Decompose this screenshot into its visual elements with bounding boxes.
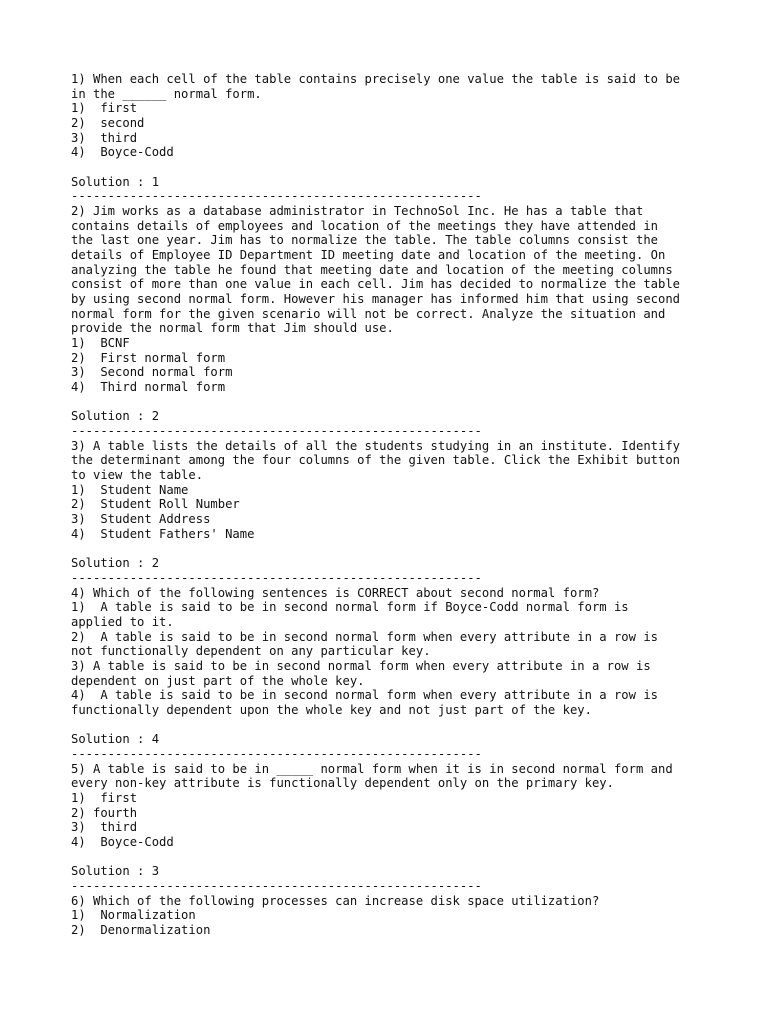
option-line: 2) Student Roll Number	[71, 497, 240, 512]
solution-line: Solution : 2	[71, 409, 160, 424]
question-line: 3) A table lists the details of all the students studying in an institute. Identify	[71, 438, 681, 453]
question-line: 2) Jim works as a database administrator in TechnoSol Inc. He has a table that	[71, 204, 644, 219]
question-block	[71, 894, 711, 938]
quiz-document	[71, 72, 711, 938]
option-item	[71, 380, 711, 395]
option-line: 4) Boyce-Codd	[71, 145, 174, 160]
option-line: functionally dependent upon the whole key and not just part of the key.	[71, 702, 592, 717]
separator-line: --------------------------------------------------------	[71, 878, 482, 893]
blank-line	[71, 542, 711, 557]
option-line: 2) second	[71, 116, 145, 131]
option-item	[71, 923, 711, 938]
option-line: 4) A table is said to be in second normal form when every attribute in a row is	[71, 688, 658, 703]
option-line: 4) Boyce-Codd	[71, 834, 174, 849]
option-line: 2) fourth	[71, 805, 138, 820]
question-line: 1) When each cell of the table contains precisely one value the table is said to be	[71, 72, 681, 86]
question-line: contains details of employees and location of the meetings they have attended in	[71, 218, 658, 233]
question-line: details of Employee ID Department ID meeting date and location of the meeting. On	[71, 248, 666, 263]
question-block	[71, 586, 711, 762]
option-line: 4) Student Fathers' Name	[71, 526, 255, 541]
option-item	[71, 835, 711, 850]
question-line: 4) Which of the following sentences is CORRECT about second normal form?	[71, 585, 600, 600]
option-item	[71, 630, 711, 659]
option-line: 2) Denormalization	[71, 922, 211, 937]
question-block	[71, 72, 711, 204]
solution-line: Solution : 2	[71, 556, 160, 571]
question-line: every non-key attribute is functionally dependent only on the primary key.	[71, 776, 614, 791]
question-text	[71, 72, 711, 101]
question-line: 6) Which of the following processes can increase disk space utilization?	[71, 893, 600, 908]
question-line: by using second normal form. However his manager has informed him that using second	[71, 292, 681, 307]
question-text	[71, 762, 711, 791]
question-line: analyzing the table he found that meeting date and location of the meeting columns	[71, 262, 673, 277]
question-block	[71, 762, 711, 894]
option-list	[71, 908, 711, 937]
option-item	[71, 351, 711, 366]
option-item	[71, 659, 711, 688]
option-list	[71, 483, 711, 542]
option-item	[71, 101, 711, 116]
option-item	[71, 806, 711, 821]
question-text	[71, 439, 711, 483]
blank-line	[71, 395, 711, 410]
option-line: applied to it.	[71, 614, 174, 629]
option-line: 1) first	[71, 101, 138, 116]
question-line: consist of more than one value in each cell. Jim has decided to normalize the table	[71, 277, 681, 292]
question-block	[71, 439, 711, 586]
option-line: 4) Third normal form	[71, 380, 226, 395]
option-line: dependent on just part of the whole key.	[71, 673, 365, 688]
option-item	[71, 820, 711, 835]
option-line: 1) first	[71, 790, 138, 805]
option-item	[71, 512, 711, 527]
option-line: 2) A table is said to be in second normal form when every attribute in a row is	[71, 629, 658, 644]
separator-line: --------------------------------------------------------	[71, 570, 482, 585]
option-list	[71, 336, 711, 395]
option-line: 3) third	[71, 820, 138, 835]
solution-line: Solution : 4	[71, 732, 160, 747]
separator-line: --------------------------------------------------------	[71, 189, 482, 204]
question-block	[71, 204, 711, 439]
option-item	[71, 497, 711, 512]
option-line: 3) Second normal form	[71, 365, 233, 380]
option-item	[71, 527, 711, 542]
solution-line: Solution : 3	[71, 864, 160, 879]
option-line: not functionally dependent on any particular key.	[71, 644, 431, 659]
option-item	[71, 365, 711, 380]
separator-line: --------------------------------------------------------	[71, 424, 482, 439]
option-item	[71, 116, 711, 131]
option-item	[71, 145, 711, 160]
solution-line: Solution : 1	[71, 174, 160, 189]
option-line: 1) Student Name	[71, 482, 189, 497]
option-line: 2) First normal form	[71, 350, 226, 365]
option-list	[71, 101, 711, 160]
blank-line	[71, 160, 711, 175]
question-line: to view the table.	[71, 468, 204, 483]
option-item	[71, 336, 711, 351]
option-item	[71, 600, 711, 629]
question-line: 5) A table is said to be in _____ normal form when it is in second normal form and	[71, 761, 673, 776]
question-line: normal form for the given scenario will not be correct. Analyze the situation and	[71, 306, 666, 321]
question-text	[71, 586, 711, 601]
option-item	[71, 483, 711, 498]
question-line: provide the normal form that Jim should use.	[71, 321, 394, 336]
option-line: 3) third	[71, 130, 138, 145]
option-item	[71, 131, 711, 146]
blank-line	[71, 718, 711, 733]
option-item	[71, 688, 711, 717]
option-line: 1) Normalization	[71, 908, 196, 923]
blank-line	[71, 850, 711, 865]
option-line: 1) A table is said to be in second normal form if Boyce-Codd normal form is	[71, 600, 629, 615]
question-text	[71, 204, 711, 336]
option-line: 3) Student Address	[71, 512, 211, 527]
question-line: the determinant among the four columns of the given table. Click the Exhibit button	[71, 453, 681, 468]
question-text	[71, 894, 711, 909]
question-line: in the ______ normal form.	[71, 86, 262, 101]
option-list	[71, 600, 711, 717]
option-line: 1) BCNF	[71, 336, 130, 351]
option-item	[71, 791, 711, 806]
option-line: 3) A table is said to be in second normal form when every attribute in a row is	[71, 658, 651, 673]
option-item	[71, 908, 711, 923]
separator-line: --------------------------------------------------------	[71, 746, 482, 761]
option-list	[71, 791, 711, 850]
question-line: the last one year. Jim has to normalize the table. The table columns consist the	[71, 233, 658, 248]
